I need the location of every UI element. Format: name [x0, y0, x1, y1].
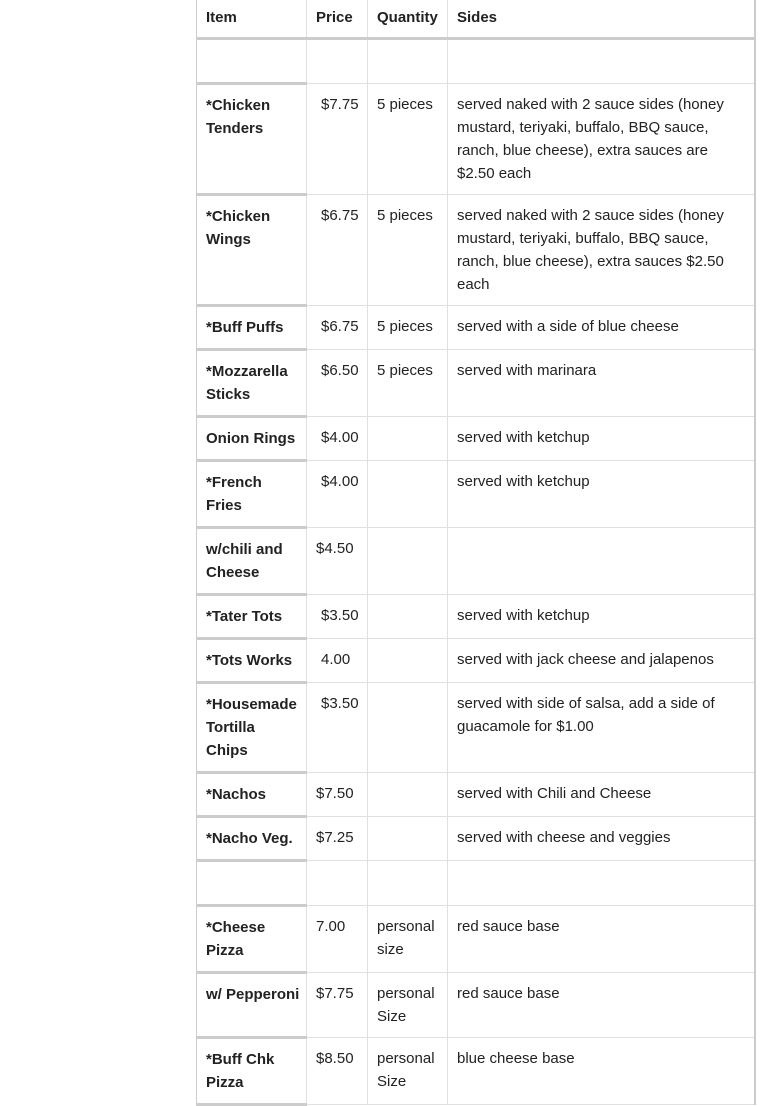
sides-cell [448, 861, 755, 906]
sides-cell [448, 528, 755, 595]
sides-cell [448, 39, 755, 84]
sides-cell: served with a side of blue cheese [448, 306, 755, 350]
quantity-cell: personal Size [368, 1038, 448, 1105]
quantity-cell [368, 861, 448, 906]
price-cell [307, 861, 368, 906]
sides-cell: served with ketchup [448, 595, 755, 639]
quantity-cell [368, 817, 448, 861]
quantity-cell [368, 595, 448, 639]
table-row-blank [197, 861, 755, 906]
header-quantity: Quantity [368, 0, 448, 39]
table-row [197, 417, 755, 461]
quantity-cell: 5 pieces [368, 84, 448, 195]
quantity-cell: personal Size [368, 973, 448, 1038]
table-row [197, 528, 755, 595]
table-row [197, 306, 755, 350]
table-row-blank [197, 39, 755, 84]
sides-cell: served with side of salsa, add a side of guacamole for $1.00 [448, 683, 755, 773]
price-cell: $6.75 [307, 195, 368, 306]
quantity-cell [368, 39, 448, 84]
header-price: Price [307, 0, 368, 39]
sides-cell: served with marinara [448, 350, 755, 417]
table-row [197, 84, 755, 195]
sides-cell: served naked with 2 sauce sides (honey mustard, teriyaki, buffalo, BBQ sauce, ranch, blue cheese), extra sauces $2.50 each [448, 195, 755, 306]
sides-cell: served with cheese and veggies [448, 817, 755, 861]
price-cell: $4.50 [307, 528, 368, 595]
price-cell: $7.25 [307, 817, 368, 861]
header-item: Item [197, 0, 307, 39]
sides-cell: blue cheese base [448, 1038, 755, 1105]
price-cell [307, 39, 368, 84]
price-cell: $3.50 [307, 683, 368, 773]
table-row [197, 195, 755, 306]
item-cell: *Chicken Tenders [197, 84, 307, 195]
menu-body [197, 39, 755, 1105]
item-cell: *Chicken Wings [197, 195, 307, 306]
table-row [197, 1038, 755, 1105]
quantity-cell: 5 pieces [368, 195, 448, 306]
item-cell: *Nachos [197, 773, 307, 817]
price-cell: $4.00 [307, 417, 368, 461]
item-cell: *Tots Works [197, 639, 307, 683]
price-cell: $4.00 [307, 461, 368, 528]
price-cell: $8.50 [307, 1038, 368, 1105]
item-cell: Onion Rings [197, 417, 307, 461]
item-cell: *French Fries [197, 461, 307, 528]
price-cell: 7.00 [307, 906, 368, 973]
sides-cell: served with Chili and Cheese [448, 773, 755, 817]
item-cell: w/ Pepperoni [197, 973, 307, 1038]
price-cell: 4.00 [307, 639, 368, 683]
sides-cell: served with jack cheese and jalapenos [448, 639, 755, 683]
price-cell: $7.50 [307, 773, 368, 817]
table-row [197, 817, 755, 861]
sides-cell: served with ketchup [448, 417, 755, 461]
item-cell: *Housemade Tortilla Chips [197, 683, 307, 773]
table-row [197, 595, 755, 639]
item-cell: *Buff Puffs [197, 306, 307, 350]
item-cell: *Nacho Veg. [197, 817, 307, 861]
table-row [197, 461, 755, 528]
header-row [197, 0, 755, 39]
sides-cell: served naked with 2 sauce sides (honey mustard, teriyaki, buffalo, BBQ sauce, ranch, blue cheese), extra sauces are $2.50 each [448, 84, 755, 195]
price-cell: $3.50 [307, 595, 368, 639]
quantity-cell [368, 683, 448, 773]
price-cell: $6.75 [307, 306, 368, 350]
table-row [197, 773, 755, 817]
header-sides: Sides [448, 0, 755, 39]
item-cell [197, 39, 307, 84]
table-row [197, 639, 755, 683]
item-cell: *Cheese Pizza [197, 906, 307, 973]
quantity-cell: 5 pieces [368, 350, 448, 417]
sides-cell: red sauce base [448, 973, 755, 1038]
quantity-cell: personal size [368, 906, 448, 973]
item-cell: w/chili and Cheese [197, 528, 307, 595]
sides-cell: red sauce base [448, 906, 755, 973]
quantity-cell [368, 773, 448, 817]
quantity-cell [368, 417, 448, 461]
item-cell: *Tater Tots [197, 595, 307, 639]
price-cell: $7.75 [307, 84, 368, 195]
menu-table [196, 0, 756, 1106]
quantity-cell: 5 pieces [368, 306, 448, 350]
quantity-cell [368, 639, 448, 683]
table-row [197, 350, 755, 417]
price-cell: $6.50 [307, 350, 368, 417]
table-row [197, 683, 755, 773]
item-cell [197, 861, 307, 906]
table-row [197, 906, 755, 973]
price-cell: $7.75 [307, 973, 368, 1038]
sides-cell: served with ketchup [448, 461, 755, 528]
item-cell: *Mozzarella Sticks [197, 350, 307, 417]
quantity-cell [368, 461, 448, 528]
item-cell: *Buff Chk Pizza [197, 1038, 307, 1105]
table-row [197, 973, 755, 1038]
quantity-cell [368, 528, 448, 595]
